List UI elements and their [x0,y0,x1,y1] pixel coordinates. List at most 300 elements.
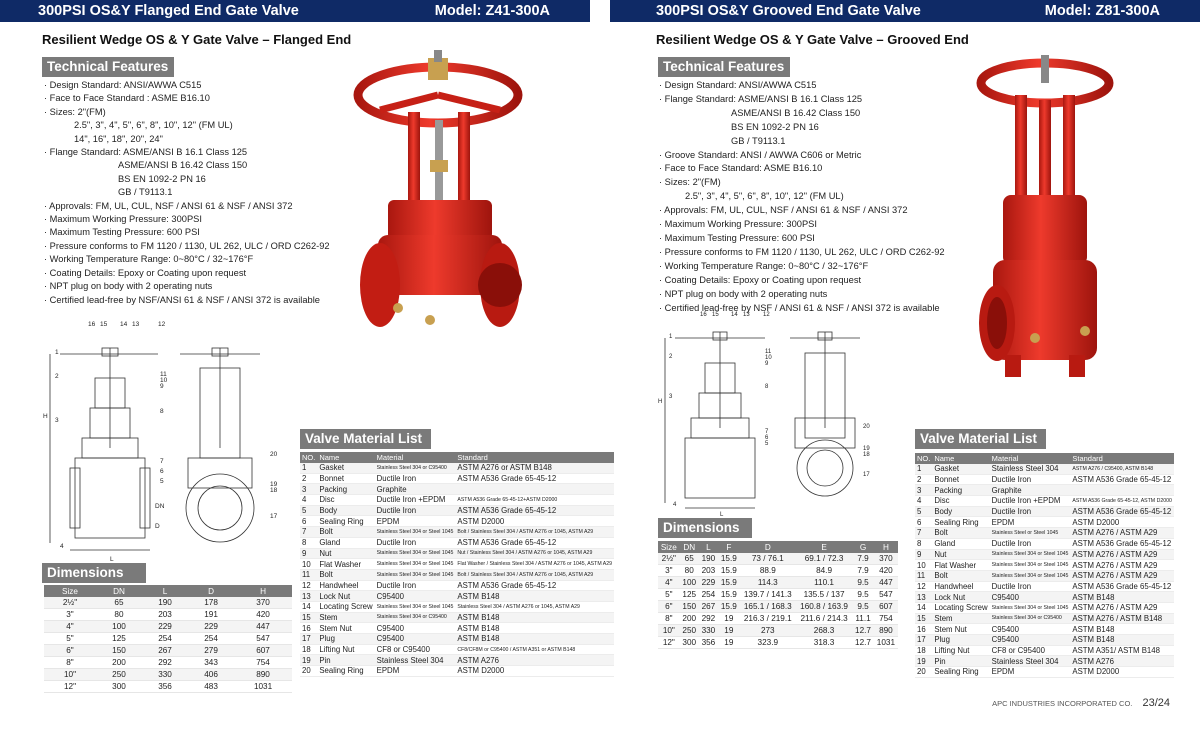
table-cell: ASTM A276 / C95400, ASTM B148 [1070,464,1173,474]
table-cell: Packing [317,484,374,495]
table-cell: 125 [680,589,699,601]
svg-text:4: 4 [673,502,677,508]
column-header: H [234,585,292,597]
table-row [915,624,1174,635]
table-row [300,644,614,655]
table-cell: ASTM A536 Grade 65-45-12 [455,537,614,548]
table-cell: 420 [234,609,292,621]
table-cell: ASTM A276 / ASTM A29 [1070,528,1173,539]
table-cell: 1 [915,464,932,474]
features-heading: Technical Features [658,57,790,77]
table-cell: 5" [658,589,680,601]
table-cell: Ductile Iron [990,538,1071,549]
svg-text:7: 7 [765,429,769,435]
table-cell: ASTM A276 [455,655,614,666]
table-cell: Sealing Ring [317,516,374,527]
table-cell: 191 [188,609,234,621]
table-cell: Graphite [375,484,456,495]
table-cell: Ductile Iron [375,473,456,484]
feature-item: · Maximum Testing Pressure: 600 PSI [659,232,815,243]
table-header-row [915,453,1174,464]
feature-item: · Certified lead-free by NSF/ANSI 61 & NSF / ANSI 372 is available [44,294,320,305]
table-cell: 15 [915,613,932,624]
table-cell: ASTM A536 Grade 65-45-12 [1070,581,1173,592]
table-cell: 15.9 [718,565,740,577]
grooved-valve-photo [975,55,1115,385]
table-row [658,625,898,637]
table-cell: Bonnet [932,474,989,485]
table-cell: 65 [96,597,142,609]
svg-text:2: 2 [669,354,673,360]
table-cell: 483 [188,681,234,693]
table-row [300,591,614,602]
table-cell: 15.9 [718,601,740,613]
product-subtitle: Resilient Wedge OS & Y Gate Valve – Grooved End [656,32,969,47]
table-cell: 300 [96,681,142,693]
table-cell: EPDM [990,667,1071,678]
table-cell: ASTM A536 Grade 65-45-12 [1070,538,1173,549]
table-row [300,580,614,591]
table-cell: ASTM B148 [1070,635,1173,646]
svg-text:12: 12 [158,321,166,328]
table-cell: 10 [915,560,932,571]
feature-item: · Approvals: FM, UL, CUL, NSF / ANSI 61 & NSF / ANSI 372 [44,200,293,211]
table-cell: 190 [142,597,188,609]
table-cell: ASTM B148 [1070,624,1173,635]
table-cell: 12 [300,580,317,591]
svg-text:1: 1 [669,334,673,340]
table-cell: ASTM A276 / ASTM A29 [1070,570,1173,581]
table-cell: 19 [718,613,740,625]
table-cell: Stainless Steel 304 / ASTM A276 or 1045, ASTM A29 [455,601,614,612]
feature-item: · Approvals: FM, UL, CUL, NSF / ANSI 61 & NSF / ANSI 372 [659,205,908,216]
table-row [915,549,1174,560]
table-row [44,597,292,609]
table-cell: Stainless Steel 304 or C95400 [375,612,456,623]
feature-item: · Maximum Working Pressure: 300PSI [659,219,817,230]
table-cell: Locating Screw [934,603,988,613]
dimensions-table [658,541,898,649]
table-cell: 20 [915,667,932,678]
table-cell: ASTM A276 / ASTM A29 [1070,602,1173,613]
table-cell: Stainless Steel 304 [990,656,1071,667]
table-cell: 139.7 / 141.3 [740,589,796,601]
dimensions-heading: Dimensions [658,518,752,538]
table-cell: EPDM [375,516,456,527]
table-cell: Bolt [317,569,374,580]
table-row [300,505,614,516]
column-header: Name [932,453,989,464]
svg-text:18: 18 [863,452,870,458]
svg-text:1: 1 [55,349,59,356]
table-cell: ASTM A536 Grade 65-45-12, ASTM D2000 [1070,496,1173,507]
table-cell: 7.9 [852,565,874,577]
table-row [915,570,1174,581]
svg-text:11: 11 [160,371,167,378]
table-cell: Gasket [317,463,374,473]
table-cell: Lifting Nut [932,645,989,656]
table-cell: ASTM A351/ ASTM B148 [1070,645,1173,656]
svg-text:18: 18 [270,487,278,494]
table-cell: Stainless Steel 304 or Steel 1045 [375,601,456,612]
table-cell: 200 [680,613,699,625]
table-cell: 211.6 / 214.3 [796,613,852,625]
table-cell: Bonnet [317,473,374,484]
column-header: NO. [917,454,931,463]
table-cell: C95400 [990,635,1071,646]
table-row [915,602,1174,613]
table-row [915,667,1174,678]
table-cell: 150 [96,645,142,657]
table-row [44,621,292,633]
svg-text:17: 17 [270,513,278,520]
table-cell: Nut [932,549,989,560]
table-cell [455,484,614,495]
table-cell: 8" [658,613,680,625]
feature-item: · Sizes: 2"(FM) [44,106,106,117]
dimensions-table [44,585,292,693]
svg-text:20: 20 [863,424,870,430]
table-cell: Stainless Steel 304 [990,464,1071,474]
table-cell: ASTM D2000 [1070,667,1173,678]
table-cell: 19 [718,625,740,637]
table-row [300,484,614,495]
table-cell: Gland [932,538,989,549]
column-header: Material [990,453,1071,464]
svg-text:17: 17 [863,472,870,478]
table-cell: 19 [300,655,317,666]
svg-text:3: 3 [55,417,59,424]
svg-text:5: 5 [160,478,164,485]
table-cell: 3" [658,565,680,577]
column-header: H [874,541,898,553]
table-cell: 203 [699,565,718,577]
table-cell: Bolt [317,527,374,538]
table-cell: 4" [44,621,96,633]
table-cell: Stainless Steel 304 or C95400 [990,613,1071,624]
feature-item: GB / T9113.1 [731,135,786,146]
table-row [44,657,292,669]
table-cell: 6 [915,517,932,528]
feature-item: · Pressure conforms to FM 1120 / 1130, UL 262, ULC / ORD C262-92 [44,240,330,251]
table-cell: 12 [915,581,932,592]
banner-model: Model: Z41-300A [434,3,550,19]
column-header: F [718,541,740,553]
svg-text:12: 12 [763,312,770,318]
banner-title: 300PSI OS&Y Flanged End Gate Valve [38,3,299,19]
svg-text:H: H [43,413,48,420]
table-cell: 356 [699,637,718,649]
table-row [300,516,614,527]
table-cell: Stainless Steel 304 [375,655,456,666]
table-cell: Stem [932,613,989,624]
table-cell: Stainless Steel or Steel 1045 [990,528,1071,539]
column-header: E [796,541,852,553]
table-cell: 190 [699,553,718,565]
table-cell: 406 [188,669,234,681]
table-cell: 65 [680,553,699,565]
table-cell: Ductile Iron [375,537,456,548]
table-cell: Stainless Steel 304 or Steel 1045 [375,559,456,570]
product-subtitle: Resilient Wedge OS & Y Gate Valve – Flanged End [42,32,352,47]
table-cell: 2½" [658,553,680,565]
table-cell: Stem Nut [317,623,374,634]
feature-item: · Face to Face Standard : ASME B16.10 [44,93,210,104]
table-row [915,528,1174,539]
table-cell: Sealing Ring [317,666,374,677]
table-cell: 323.9 [740,637,796,649]
table-cell: Ductile Iron [990,474,1071,485]
table-cell: CF8 or C95400 [990,645,1071,656]
feature-item: · Working Temperature Range: 0~80°C / 32~176°F [659,260,869,271]
table-row [44,609,292,621]
table-cell: 100 [96,621,142,633]
table-cell: 229 [699,577,718,589]
table-cell: 178 [188,597,234,609]
table-cell: Stem [317,612,374,623]
table-cell: 279 [188,645,234,657]
table-cell: ASTM B148 [455,634,614,645]
svg-text:16: 16 [700,312,707,318]
svg-text:4: 4 [60,543,64,550]
table-cell: 17 [300,634,317,645]
table-cell: ASTM A536 Grade 65-45-12 [1070,506,1173,517]
table-cell: 370 [234,597,292,609]
table-cell: Stainless Steel 304 or Steel 1045 [990,560,1071,571]
feature-item: · Sizes: 2"(FM) [659,177,721,188]
feature-item: BS EN 1092-2 PN 16 [731,121,819,132]
table-row [658,589,898,601]
table-row [915,538,1174,549]
table-cell: 547 [874,589,898,601]
table-cell: 268.3 [796,625,852,637]
table-cell [1070,485,1173,496]
table-row [300,601,614,612]
table-cell: Graphite [990,485,1071,496]
table-cell: 607 [874,601,898,613]
table-cell: Ductile Iron [375,505,456,516]
table-cell: 12" [44,681,96,693]
table-cell: 420 [874,565,898,577]
column-header: NO. [302,453,316,462]
table-cell: 10" [44,669,96,681]
table-row [44,669,292,681]
feature-item: · Certified lead-free by NSF / ANSI 61 & NSF / ANSI 372 is available [659,302,940,313]
dimensions-heading: Dimensions [42,563,146,583]
table-cell: 7.9 [852,553,874,565]
column-header: DN [96,585,142,597]
table-cell: 254 [188,633,234,645]
column-header: DN [680,541,699,553]
table-cell: ASTM A276 or ASTM B148 [455,463,614,473]
table-cell: 18 [915,645,932,656]
feature-item: · NPT plug on body with 2 operating nuts [659,288,828,299]
table-cell: 2 [915,474,932,485]
svg-text:10: 10 [765,355,772,361]
table-cell: CF8/CF8M or C95400 / ASTM A351 or ASTM B148 [455,644,614,655]
feature-item: · Pressure conforms to FM 1120 / 1130, UL 262, ULC / ORD C262-92 [659,246,945,257]
table-row [915,560,1174,571]
material-table [915,453,1174,678]
table-cell: 4" [658,577,680,589]
table-cell: Gland [317,537,374,548]
table-cell: ASTM A536 Grade 65-45-12 [455,505,614,516]
svg-text:8: 8 [160,408,164,415]
svg-text:H: H [658,399,663,405]
table-cell: Sealing Ring [932,667,989,678]
table-cell: 9 [300,548,317,559]
table-cell: 135.5 / 137 [796,589,852,601]
table-cell: Stainless Steel 304 or Steel 1045 [990,602,1071,613]
table-cell: ASTM A536 Grade 65-45-12+ASTM D2000 [455,495,614,506]
table-cell: 6" [44,645,96,657]
table-cell: Bolt / Stainless Steel 304 / ASTM A276 or 1045, ASTM A29 [455,527,614,538]
table-cell: 229 [142,621,188,633]
table-cell: 19 [718,637,740,649]
table-row [44,681,292,693]
table-cell: 11 [915,570,932,581]
table-cell: Plug [317,634,374,645]
material-heading: Valve Material List [915,429,1046,449]
table-cell: Body [317,505,374,516]
table-cell: 2½" [44,597,96,609]
table-cell: 100 [680,577,699,589]
svg-text:6: 6 [160,468,164,475]
table-cell: ASTM A276 / ASTM A29 [1070,549,1173,560]
table-cell: Handwheel [932,581,989,592]
table-row [915,474,1174,485]
feature-item: 14", 16", 18", 20", 24" [74,133,163,144]
feature-item: · Coating Details: Epoxy or Coating upon request [44,267,247,278]
svg-text:16: 16 [88,321,96,328]
table-cell: 110.1 [796,577,852,589]
feature-item: · Face to Face Standard: ASME B16.10 [659,163,823,174]
table-cell: 9.5 [852,601,874,613]
table-cell: 273 [740,625,796,637]
table-cell: ASTM D2000 [455,666,614,677]
table-cell: 165.1 / 168.3 [740,601,796,613]
table-cell: ASTM A276 / ASTM B148 [1070,613,1173,624]
right-page [610,0,1200,739]
table-cell: C95400 [990,624,1071,635]
table-row [300,463,614,473]
table-cell: 10" [658,625,680,637]
table-cell: 19 [915,656,932,667]
table-cell: 88.9 [740,565,796,577]
table-cell: Ductile Iron +EPDM [990,496,1071,507]
table-cell: 15 [300,612,317,623]
table-cell: 250 [680,625,699,637]
feature-item: BS EN 1092-2 PN 16 [118,173,206,184]
feature-item: · Design Standard: ANSI/AWWA C515 [659,80,817,90]
table-cell: Handwheel [317,580,374,591]
table-cell: Bolt [932,528,989,539]
svg-text:DN: DN [155,503,165,510]
table-cell: ASTM A536 Grade 65-45-12 [1070,474,1173,485]
table-row [915,592,1174,603]
table-cell: 11.1 [852,613,874,625]
svg-text:13: 13 [132,321,140,328]
table-row [658,553,898,565]
table-cell: Stainless Steel 304 or C95400 [375,463,456,473]
table-cell: Disc [317,495,374,506]
table-cell: ASTM B148 [455,612,614,623]
table-cell: ASTM D2000 [455,516,614,527]
table-cell: 890 [234,669,292,681]
table-cell: 15.9 [718,589,740,601]
table-cell: 203 [142,609,188,621]
table-cell: 4 [300,495,317,506]
column-header: L [142,585,188,597]
table-row [915,581,1174,592]
table-row [658,637,898,649]
table-cell: C95400 [375,623,456,634]
table-cell: 254 [699,589,718,601]
table-cell: EPDM [990,517,1071,528]
feature-item: · NPT plug on body with 2 operating nuts [44,281,213,292]
table-cell: 11 [300,569,317,580]
table-cell: Nut / Stainless Steel 304 / ASTM A276 or 1045, ASTM A29 [455,548,614,559]
table-cell: Ductile Iron [990,506,1071,517]
flanged-valve-photo [350,50,530,330]
table-cell: 547 [234,633,292,645]
banner-title: 300PSI OS&Y Grooved End Gate Valve [656,3,921,19]
svg-text:3: 3 [669,394,673,400]
table-cell: 330 [699,625,718,637]
table-cell: 1031 [234,681,292,693]
feature-item: · Working Temperature Range: 0~80°C / 32~176°F [44,254,254,265]
table-cell: ASTM A536 Grade 65-45-12 [455,580,614,591]
table-cell: 447 [874,577,898,589]
table-cell: 3 [915,485,932,496]
table-row [915,506,1174,517]
table-row [915,517,1174,528]
table-cell: 267 [142,645,188,657]
page-banner [610,0,1200,22]
table-header-row [658,541,898,553]
table-cell: Ductile Iron [990,581,1071,592]
table-cell: ASTM B148 [455,623,614,634]
table-cell: 12.7 [852,637,874,649]
table-cell: Stem Nut [932,624,989,635]
table-cell: CF8 or C95400 [375,644,456,655]
table-cell: Stainless Steel 304 or Steel 1045 [990,549,1071,560]
column-header: Name [317,452,374,463]
column-header: L [699,541,718,553]
table-cell: C95400 [375,634,456,645]
grooved-valve-drawing [655,308,885,518]
table-cell: 20 [300,666,317,677]
table-cell: 200 [96,657,142,669]
table-cell: 1 [300,463,317,473]
table-cell: 1031 [874,637,898,649]
table-cell: 16 [300,623,317,634]
table-cell: 318.3 [796,637,852,649]
table-cell: ASTM B148 [455,591,614,602]
table-row [44,645,292,657]
svg-text:9: 9 [160,383,164,390]
table-cell: 330 [142,669,188,681]
table-cell: 80 [680,565,699,577]
feature-item: GB / T9113.1 [118,187,173,198]
table-cell: 150 [680,601,699,613]
svg-text:14: 14 [731,312,738,318]
table-cell: 13 [300,591,317,602]
feature-item: · Maximum Working Pressure: 300PSI [44,214,202,225]
table-cell: 250 [96,669,142,681]
table-row [658,601,898,613]
table-row [658,565,898,577]
